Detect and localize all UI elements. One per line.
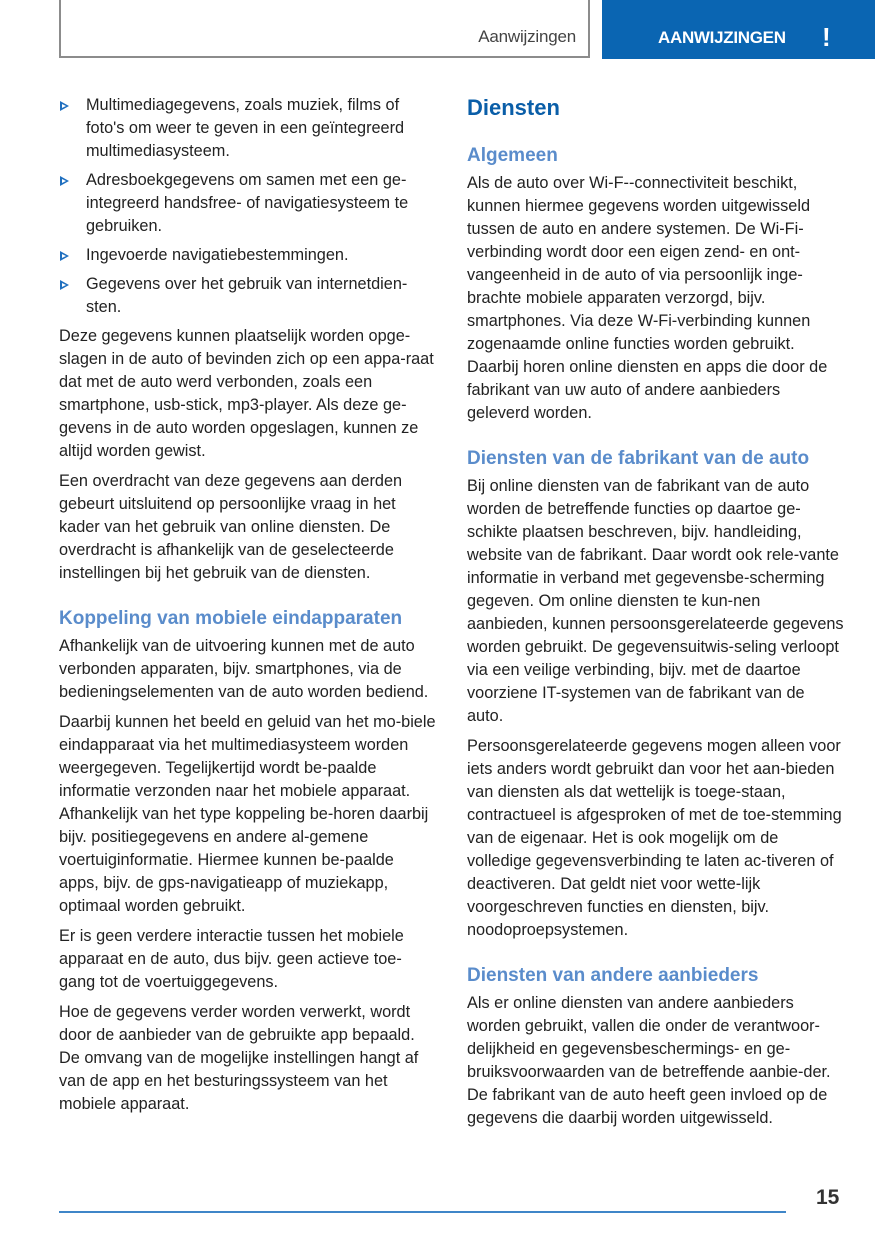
list-item: Adresboekgegevens om samen met een ge-integreerd handsfree- of navigatiesysteem te gebruiken. <box>59 169 437 238</box>
paragraph: Daarbij kunnen het beeld en geluid van het mo-biele eindapparaat via het multimediasysteem worden weergegeven. Tegelijkertijd wordt be-paalde informatie verzonden naar het mobiele apparaat. Afhankelijk van het type koppeling be-horen daarbij bijv. positiegegevens en andere al-gemene voertuiginformatie. Hiermee kunnen be-paalde apps, bijv. de gps-navigatieapp of muziekapp, optimaal worden gebruikt. <box>59 713 436 915</box>
heading-fabrikant: Diensten van de fabrikant van de auto <box>467 448 810 469</box>
data-type-list <box>59 94 437 319</box>
paragraph: Hoe de gegevens verder worden verwerkt, wordt door de aanbieder van de gebruikte app bepaald. De omvang van de mogelijke instellingen hangt af van de app en het besturingssysteem van het mobiele apparaat. <box>59 1003 419 1113</box>
triangle-bullet-icon <box>60 251 69 261</box>
page-number: 15 <box>816 1186 840 1209</box>
header-section-label: Aanwijzingen <box>478 27 576 46</box>
heading-andere-aanbieders: Diensten van andere aanbieders <box>467 965 759 986</box>
right-column <box>467 94 845 1137</box>
triangle-bullet-icon <box>60 176 69 186</box>
paragraph: Er is geen verdere interactie tussen het mobiele apparaat en de auto, dus bijv. geen actieve toe-gang tot de voertuiggegevens. <box>59 927 404 991</box>
list-item: Gegevens over het gebruik van internetdien-sten. <box>59 273 437 319</box>
chapter-tab <box>602 0 875 59</box>
paragraph: Deze gegevens kunnen plaatselijk worden opge-slagen in de auto of bevinden zich op een appa-raat dat met de auto werd verbonden, zoals een smartphone, usb-stick, mp3-player. Als deze ge-gevens in de auto worden opgeslagen, kunnen ze altijd worden gewist. <box>59 327 434 460</box>
triangle-bullet-icon <box>60 280 69 290</box>
paragraph: Bij online diensten van de fabrikant van de auto worden de betreffende functies op daartoe ge-schikte plaatsen beschreven, bijv. handleiding, website van de fabrikant. Daar wordt ook rele-vante informatie in verband met gegevensbe-scherming gegeven. Om online diensten te kun-nen aanbieden, kunnen persoonsgerelateerde gegevens worden gebruikt. De gegevensuitwis-seling verloopt via een veilige verbinding, bijv. met de daartoe voorziene IT-systemen van de fabrikant van de auto. <box>467 477 844 725</box>
chapter-tab-label: AANWIJZINGEN <box>658 28 786 47</box>
paragraph: Als er online diensten van andere aanbieders worden gebruikt, vallen die onder de verantwoor-delijkheid en gegevensbeschermings- en ge-bruiksvoorwaarden van de betreffende aanbie-der. De fabrikant van de auto heeft geen invloed op de gegevens die daarbij worden uitgewisseld. <box>467 994 831 1127</box>
exclamation-icon: ! <box>822 22 831 52</box>
list-item: Ingevoerde navigatiebestemmingen. <box>59 244 437 267</box>
triangle-bullet-icon <box>60 101 69 111</box>
paragraph: Afhankelijk van de uitvoering kunnen met de auto verbonden apparaten, bijv. smartphones, via de bedieningselementen van de auto worden bediend. <box>59 637 429 701</box>
left-column <box>59 94 437 1123</box>
heading-koppeling: Koppeling van mobiele eindapparaten <box>59 608 403 629</box>
footer-rule <box>59 1211 786 1213</box>
paragraph: Als de auto over Wi-F--connectiviteit beschikt, kunnen hiermee gegevens worden uitgewisseld tussen de auto en andere systemen. De Wi-Fi-verbinding wordt door een eigen zend- en ont-vangeenheid in de auto of via persoonlijk inge-brachte mobiele apparaten verzorgd, bijv. smartphones. Via deze W-Fi-verbinding kunnen zogenaamde online functies worden gebruikt. Daarbij horen online diensten en apps die door de fabrikant van uw auto of andere aanbieders geleverd worden. <box>467 174 828 422</box>
list-item: Multimediagegevens, zoals muziek, films of foto's om weer te geven in een geïntegreerd multimediasysteem. <box>59 94 437 163</box>
heading-algemeen: Algemeen <box>467 145 558 166</box>
header-section-box <box>59 0 590 58</box>
section-title: Diensten <box>467 95 560 120</box>
paragraph: Een overdracht van deze gegevens aan derden gebeurt uitsluitend op persoonlijke vraag in het kader van het gebruik van online diensten. De overdracht is afhankelijk van de geselecteerde instellingen bij het gebruik van de diensten. <box>59 472 403 582</box>
paragraph: Persoonsgerelateerde gegevens mogen alleen voor iets anders wordt gebruikt dan voor het aan-bieden van diensten als dat wettelijk is toege-staan, contractueel is afgesproken of met de toe-stemming van de eigenaar. Het is ook mogelijk om de volledige gegevensverbinding te laten ac-tiveren of deactiveren. Dat geldt niet voor wette-lijk voorgeschreven functies en diensten, bijv. noodoproepsystemen. <box>467 737 842 939</box>
